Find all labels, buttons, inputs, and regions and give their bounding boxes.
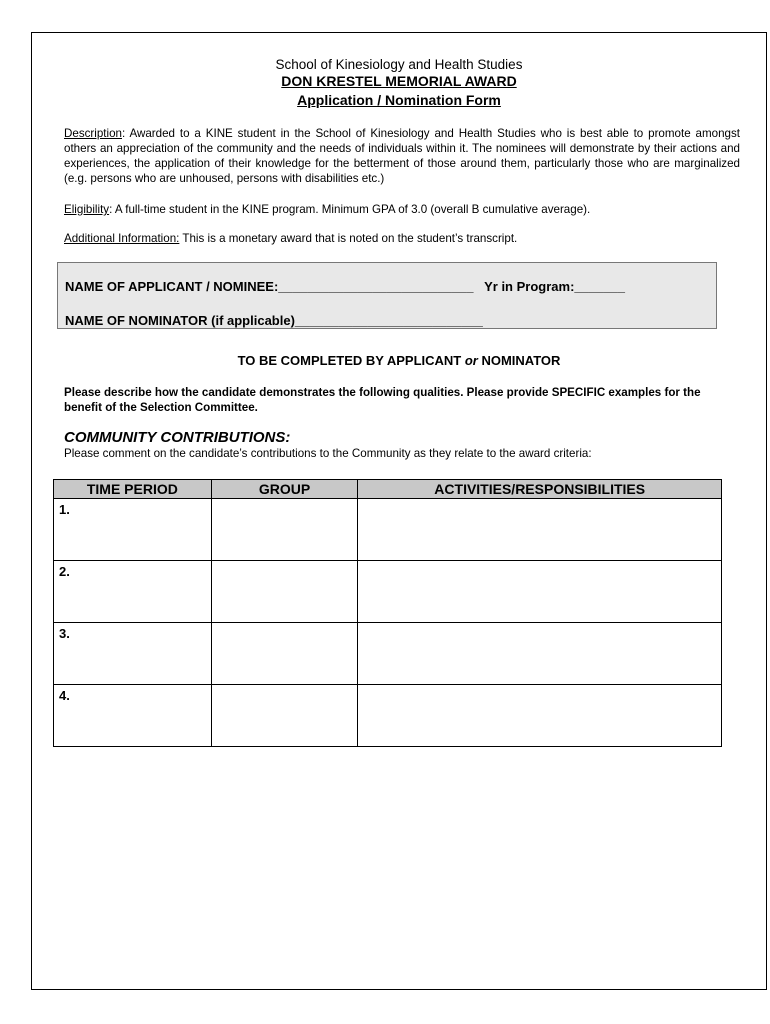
form-page: [31, 32, 767, 990]
activities-cell[interactable]: [358, 561, 722, 623]
form-title: Application / Nomination Form: [297, 92, 501, 108]
to-be-completed-heading: [32, 353, 766, 368]
group-cell[interactable]: [211, 561, 358, 623]
eligibility-paragraph: [64, 202, 740, 217]
to-be-completed-post: NOMINATOR: [477, 353, 561, 368]
instructions: Please describe how the candidate demonstrates the following qualities. Please provide SPECIFIC examples for the benefit of the Selection Committee.: [64, 386, 701, 414]
description-text: : Awarded to a KINE student in the School of Kinesiology and Health Studies who is best able to promote amongst others an appreciation of the community and the needs of individuals within it. The nominees will demonstrate by their actions and experiences, the application of their knowledge for the betterment of those around them, particularly those who are marginalized (e.g. persons who are unhoused, persons with disabilities etc.): [64, 127, 740, 185]
community-contributions-title: COMMUNITY CONTRIBUTIONS:: [64, 429, 291, 446]
eligibility-label: Eligibility: [64, 203, 110, 216]
school-name: School of Kinesiology and Health Studies: [275, 57, 523, 72]
additional-info-text: This is a monetary award that is noted on the student’s transcript.: [179, 232, 518, 245]
to-be-completed-or: or: [464, 353, 478, 368]
column-header-activities: ACTIVITIES/RESPONSIBILITIES: [358, 480, 722, 499]
activities-cell[interactable]: [358, 499, 722, 561]
table-row: [54, 561, 722, 623]
column-header-group: GROUP: [211, 480, 358, 499]
group-cell[interactable]: [211, 685, 358, 747]
community-contributions-subtitle: Please comment on the candidate’s contributions to the Community as they relate to the award criteria:: [64, 447, 592, 460]
group-cell[interactable]: [211, 499, 358, 561]
additional-info-paragraph: [64, 231, 740, 246]
name-box: [57, 262, 717, 329]
description-label: Description: [64, 127, 122, 140]
time-period-cell[interactable]: 4.: [54, 685, 212, 747]
to-be-completed-pre: TO BE COMPLETED BY APPLICANT: [237, 353, 465, 368]
table-header-row: [54, 480, 722, 499]
table-row: [54, 499, 722, 561]
time-period-cell[interactable]: 3.: [54, 623, 212, 685]
table-row: [54, 685, 722, 747]
community-contributions-table: [53, 479, 722, 747]
time-period-cell[interactable]: 1.: [54, 499, 212, 561]
table-row: [54, 623, 722, 685]
time-period-cell[interactable]: 2.: [54, 561, 212, 623]
description-paragraph: [64, 126, 740, 186]
activities-cell[interactable]: [358, 623, 722, 685]
nominator-name-field[interactable]: NAME OF NOMINATOR (if applicable)__________________________: [65, 313, 483, 328]
additional-info-label: Additional Information:: [64, 232, 180, 245]
column-header-time-period: TIME PERIOD: [54, 480, 212, 499]
activities-cell[interactable]: [358, 685, 722, 747]
award-title: DON KRESTEL MEMORIAL AWARD: [281, 73, 517, 89]
group-cell[interactable]: [211, 623, 358, 685]
eligibility-text: : A full-time student in the KINE program. Minimum GPA of 3.0 (overall B cumulative average).: [109, 203, 591, 216]
applicant-name-field[interactable]: NAME OF APPLICANT / NOMINEE:___________________________ Yr in Program:_______: [65, 279, 626, 294]
